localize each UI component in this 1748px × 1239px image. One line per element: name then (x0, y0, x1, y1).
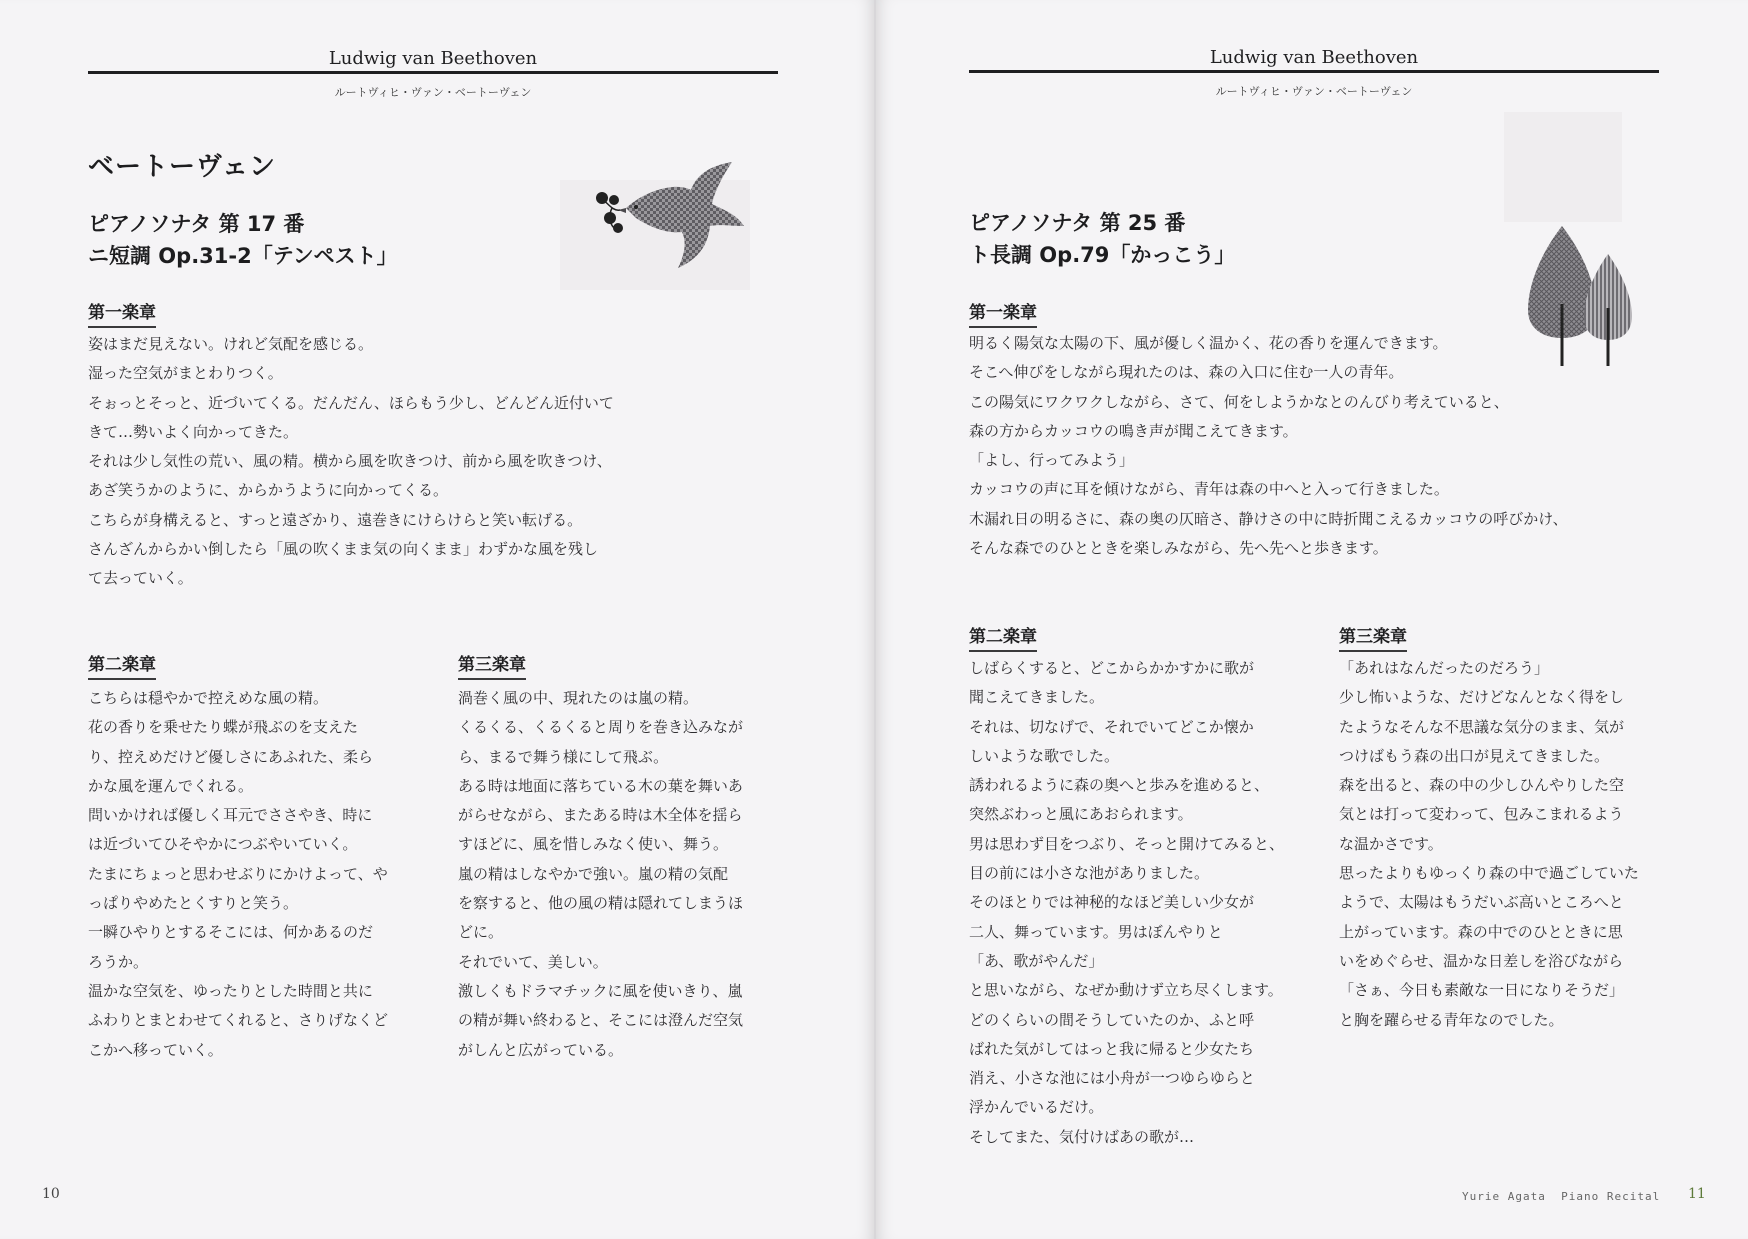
text-line: を察すると、他の風の精は隠れてしまうほ (458, 894, 744, 913)
text-line: っぱりやめたとくすりと笑う。 (88, 894, 299, 913)
text-line: 渦巻く風の中、現れたのは嵐の精。 (458, 689, 699, 707)
text-line: 上がっています。森の中でのひとときに思 (1339, 922, 1623, 941)
movement-heading-1: 第一楽章 (969, 298, 1037, 328)
text-line: 「あ、歌がやんだ」 (969, 951, 1104, 970)
text-line: 「あれはなんだったのだろう」 (1339, 659, 1550, 677)
right-page (876, 0, 1748, 1239)
text-line: 森を出ると、森の中の少しひんやりした空 (1339, 776, 1625, 795)
text-line: 激しくもドラマチックに風を使いきり、嵐 (458, 981, 743, 1000)
text-line: と思いながら、なぜか動けず立ち尽くします。 (969, 981, 1283, 1000)
text-line: 「さぁ、今日も素敵な一日になりそうだ」 (1339, 981, 1625, 1000)
text-line: きて…勢いよく向かってきた。 (88, 422, 299, 441)
text-line: 一瞬ひやりとするそこには、何かあるのだ (88, 923, 374, 942)
movement-2-text (969, 654, 1284, 1152)
movement-heading-3: 第三楽章 (458, 650, 526, 680)
text-line: それは、切なげで、それでいてどこか懐か (969, 717, 1254, 736)
movement-heading-2: 第二楽章 (969, 622, 1037, 652)
movement-heading-3: 第三楽章 (1339, 622, 1407, 652)
text-line: かな風を運んでくれる。 (88, 776, 254, 795)
page-number-left: 10 (42, 1186, 60, 1202)
text-line: ら、まるで舞う様にして飛ぶ。 (458, 747, 669, 766)
text-line: そのほとりでは神秘的なほど美しい少女が (969, 893, 1255, 912)
text-line: こちらは穏やかで控えめな風の精。 (88, 689, 329, 707)
text-line: ふわりとまとわせてくれると、さりげなくど (88, 1011, 389, 1030)
bird-with-cherries-icon (596, 160, 746, 272)
footer-recital-title: Yurie Agata Piano Recital (1462, 1190, 1661, 1203)
text-line: しばらくすると、どこからかかすかに歌が (969, 659, 1255, 677)
text-line: 浮かんでいるだけ。 (969, 1098, 1104, 1117)
header-composer-kana: ルートヴィヒ・ヴァン・ベートーヴェン (334, 86, 532, 99)
text-line: あざ笑うかのように、からかうように向かってくる。 (88, 481, 449, 500)
text-line: ばれた気がしてはっと我に帰ると少女たち (969, 1039, 1255, 1058)
text-line: すほどに、風を惜しみなく使い、舞う。 (458, 835, 729, 854)
text-line: 突然ぶわっと風にあおられます。 (969, 805, 1193, 824)
text-line: 気とは打って変わって、包みこまれるよう (1339, 805, 1624, 824)
text-line: 消え、小さな池には小舟が一つゆらゆらと (969, 1069, 1255, 1088)
text-line: 木漏れ日の明るさに、森の奥の仄暗さ、静けさの中に時折聞こえるカッコウの呼びかけ、 (969, 509, 1568, 528)
work-title (88, 208, 398, 272)
text-line: 少し怖いような、だけどなんとなく得をし (1339, 688, 1625, 707)
text-line: 花の香りを乗せたり蝶が飛ぶのを支えた (88, 718, 359, 737)
work-title-line: ト長調 Op.79「かっこう」 (969, 243, 1236, 267)
text-line: そこへ伸びをしながら現れたのは、森の入口に住む一人の青年。 (969, 363, 1404, 382)
text-line: どのくらいの間そうしていたのか、ふと呼 (969, 1010, 1255, 1029)
text-line: たようなそんな不思議な気分のまま、気が (1339, 717, 1625, 736)
text-line: たまにちょっと思わせぶりにかけよって、や (88, 864, 388, 883)
movement-3-text (458, 684, 743, 1065)
text-line: 誘われるように森の奥へと歩みを進めると、 (969, 776, 1270, 795)
header-composer-name: Ludwig van Beethoven (1209, 47, 1419, 68)
work-title-line: ピアノソナタ 第 25 番 (969, 211, 1186, 235)
composer-title: ベートーヴェン (88, 152, 276, 182)
header-composer-name: Ludwig van Beethoven (328, 48, 538, 69)
text-line: そんな森でのひとときを楽しみながら、先へ先へと歩きます。 (969, 539, 1388, 558)
text-line: しいような歌でした。 (969, 746, 1120, 765)
text-line: いをめぐらせ、温かな日差しを浴びながら (1339, 951, 1624, 970)
text-line: がらせながら、またある時は木全体を揺ら (458, 806, 743, 825)
text-line: この陽気にワクワクしながら、さて、何をしようかなとのんびり考えていると、 (969, 392, 1509, 411)
text-line: それでいて、美しい。 (458, 952, 608, 971)
movement-3-text (1339, 654, 1639, 1035)
page-number-right: 11 (1688, 1186, 1706, 1202)
text-line: て去っていく。 (88, 569, 193, 588)
header-composer-kana: ルートヴィヒ・ヴァン・ベートーヴェン (1215, 85, 1413, 98)
text-line: は近づいてひそやかにつぶやいていく。 (88, 835, 358, 854)
movement-heading-2: 第二楽章 (88, 650, 156, 680)
text-line: 姿はまだ見えない。けれど気配を感じる。 (88, 335, 374, 353)
header-rule (88, 71, 778, 74)
movement-1-text (969, 329, 1568, 563)
text-line: ある時は地面に落ちている木の葉を舞いあ (458, 776, 743, 795)
work-title-line: ニ短調 Op.31-2「テンペスト」 (88, 244, 398, 268)
movement-2-text (88, 684, 388, 1065)
text-line: 二人、舞っています。男はぼんやりと (969, 922, 1223, 941)
text-line: ろうか。 (88, 952, 149, 971)
text-line: どに。 (458, 923, 504, 942)
text-line: 思ったよりもゆっくり森の中で過ごしていた (1339, 864, 1639, 883)
text-line: 「よし、行ってみよう」 (969, 451, 1135, 470)
text-line: カッコウの声に耳を傾けながら、青年は森の中へと入って行きました。 (969, 480, 1449, 499)
text-line: こかへ移っていく。 (88, 1040, 223, 1059)
text-line: と胸を躍らせる青年なのでした。 (1339, 1010, 1564, 1029)
text-line: つけばもう森の出口が見えてきました。 (1339, 746, 1610, 765)
text-line: ようで、太陽はもうだいぶ高いところへと (1339, 893, 1624, 912)
text-line: そしてまた、気付けばあの歌が… (969, 1127, 1195, 1146)
text-line: 嵐の精はしなやかで強い。嵐の精の気配 (458, 864, 729, 883)
text-line: の精が舞い終わると、そこには澄んだ空気 (458, 1011, 744, 1030)
text-line: 温かな空気を、ゆったりとした時間と共に (88, 981, 373, 1000)
text-line: 目の前には小さな池がありました。 (969, 864, 1210, 883)
work-title-line: ピアノソナタ 第 17 番 (88, 212, 305, 236)
text-line: 男は思わず目をつぶり、そっと開けてみると、 (969, 834, 1285, 853)
header-rule (969, 70, 1659, 73)
text-line: 明るく陽気な太陽の下、風が優しく温かく、花の香りを運んできます。 (969, 334, 1448, 352)
movement-heading-1: 第一楽章 (88, 298, 156, 328)
text-line: 湿った空気がまとわりつく。 (88, 364, 283, 383)
text-line: がしんと広がっている。 (458, 1040, 624, 1059)
work-title (969, 207, 1235, 271)
text-line: こちらが身構えると、すっと遠ざかり、遠巻きにけらけらと笑い転げる。 (88, 510, 583, 529)
text-line: そぉっとそっと、近づいてくる。だんだん、ほらもう少し、どんどん近付いて (88, 393, 614, 412)
text-line: くるくる、くるくると周りを巻き込みなが (458, 718, 744, 737)
text-line: さんざんからかい倒したら「風の吹くまま気の向くまま」わずかな風を残し (88, 540, 599, 559)
text-line: それは少し気性の荒い、風の精。横から風を吹きつけ、前から風を吹きつけ、 (88, 452, 612, 471)
text-line: 問いかければ優しく耳元でささやき、時に (88, 806, 373, 825)
bleed-through-shadow (1504, 112, 1622, 222)
movement-1-text (88, 330, 614, 594)
text-line: 森の方からカッコウの鳴き声が聞こえてきます。 (969, 421, 1298, 440)
text-line: り、控えめだけど優しさにあふれた、柔ら (88, 747, 374, 766)
text-line: 聞こえてきました。 (969, 688, 1105, 707)
text-line: な温かさです。 (1339, 834, 1443, 853)
